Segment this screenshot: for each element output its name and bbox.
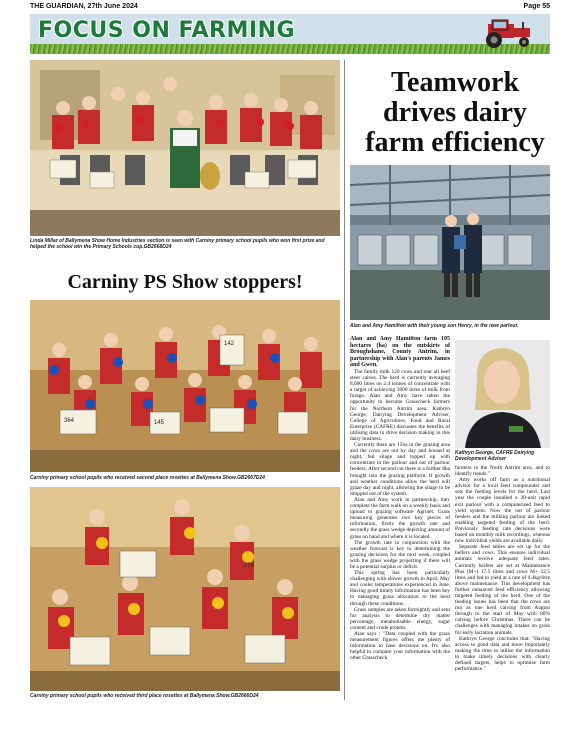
article-paragraph: Kathryn George concludes that: "Having access to good data and more importantly making the time to utilise the information to make timely decisions with clearly defined targets, helps to optimise farm performance." (455, 635, 550, 673)
rosette-number-364: 364 (64, 418, 75, 424)
article-paragraph: The growth rate in conjunction with the weather forecast is key to determining the grazing decisions for the next week, coupled with the grass wedge projecting if there will be a potential surplus or deficit. (350, 539, 450, 570)
article-paragraph: farmers in the North Antrim area, and to identify trends." (455, 465, 550, 478)
photo-third-place-group (30, 487, 340, 691)
tractor-icon (470, 18, 540, 48)
rosette-number-145: 145 (154, 420, 165, 426)
masthead (30, 3, 550, 13)
article-paragraph: Currently there are 15ha in the grazing area and the cows are out by day and housed at night, fed silage and topped up with concentrate in the parlour and out of parlour feeders. After second cut there is a further 8ha brought into the grazing platform. If growth and weather conditions allow the herd will graze day and night, allowing the silage to be dropped out of the system. (350, 442, 450, 497)
article-paragraph: This spring has been particularly challenging with slower growth in April, May and cooler temperatures experienced in June. Having good timely information has been key to managing grass allocation to the herd through these conditions. (350, 570, 450, 607)
headline-teamwork (360, 68, 550, 158)
page-number: Page 55 (523, 3, 550, 10)
rosette-number-274: 274 (244, 563, 255, 569)
caption-third-place: Carniny primary school pupils who received third place rosettes at Ballymena Show.GB2666D24 (30, 693, 259, 699)
headline-line-1: Teamwork (390, 67, 520, 98)
article-paragraph: Grass samples are taken fortnightly and sent for analysis to determine dry matter percentage, metabolisable energy, sugar content and crude protein. (350, 606, 450, 631)
newspaper-dateline: THE GUARDIAN, 27th June 2024 (30, 3, 138, 10)
article-paragraph: Separate feed tables are set up for the heifers and cows. This ensures individual animals receive adequate feed rates. Currently heifers are set at Maintenance Plus (M+) 17.5 litres and cows M+ 22.5 litres and fed to yield at a rate of 0.4kg/litre above maintenance. This development has further enhanced feed efficiency allowing targeted feeding of the herd. One of the feeding issues has been that the cows are run as one herd calving from August through to the start of May with 80% calving before Christmas. There can be challenges with managing intakes on grass for early lactation animals. (455, 544, 550, 636)
photo-second-place-group (30, 300, 340, 472)
section-banner (30, 14, 550, 54)
headline-line-3: farm efficiency (365, 127, 545, 158)
article-lead: Alan and Amy Hamilton farm 105 hectares (ha) on the outskirts of Broughshane, County Antrim, in partnership with Alan's parents James and Gwen. (350, 336, 450, 369)
section-title: FOCUS ON FARMING (38, 18, 296, 43)
article-paragraph: Alan says : "Data coupled with the grass measurement figures offers me plenty of information to base decisions on. It's also helpful to compare your information with the other Grasscheck (350, 631, 450, 662)
article-paragraph: Amy works off farm as a nutritional advisor for a local feed compounder and sets the feeding levels for the herd. Last year the couple installed a 20-unit rapid exit parlour with a computerised feed to yield system. Now the out of parlour feeders and the milking parlour are linked enabling targeted feeding of the herd. Previously feeding rate decisions were based on monthly milk recordings, whereas now individual yields are available daily. (455, 477, 550, 545)
rosette-number-142: 142 (224, 341, 235, 347)
caption-first-prize: Linda Millar of Ballymena Show Home Industries section is seen with Carniny primary school pupils who won first prize and helped the school win the Primary Schools cup.GB2668D24 (30, 238, 325, 250)
photo-first-prize-group (30, 60, 340, 236)
caption-kathryn-george: Kathryn George, CAFRE Dairying Development Adviser (455, 450, 535, 462)
headline-carniny: Carniny PS Show stoppers! (67, 271, 303, 293)
article-paragraph: Alan and Amy work in partnership, they complete the farm walk on a weekly basis and upload to grazing software Agrinet. Grass measuring generates two key pieces of information, firstly the growth rate and secondly the grass wedge depicting amount of grass on hand and where it is located. (350, 496, 450, 540)
column-divider (344, 60, 345, 700)
photo-farm-parlour (350, 165, 550, 320)
article-column-1 (350, 336, 450, 696)
headline-line-2: drives dairy (383, 97, 527, 128)
photo-kathryn-george (455, 340, 550, 448)
caption-second-place: Carniny primary school pupils who received second place rosettes at Ballymena Show.GB2667D24 (30, 475, 265, 481)
caption-farm-parlour: Alan and Amy Hamilton with their young son Henry, in the new parlour. (350, 323, 519, 329)
article-paragraph: The family milk 120 cows and rear all beef steer calves. The herd is currently averaging 8,000 litres on 2.4 tonnes of concentrate with a target of achieving 3000 litres of milk from forage. Alan and Amy have taken the opportunity to become Grasscheck farmers for the Northern Antrim area. Kathryn George, Dairying Development Adviser, College of Agriculture, Food and Rural Enterprise (CAFRE) discusses the benefits of utilising data to drive decision making in this dairy business. (350, 368, 450, 442)
article-column-2 (455, 465, 550, 697)
